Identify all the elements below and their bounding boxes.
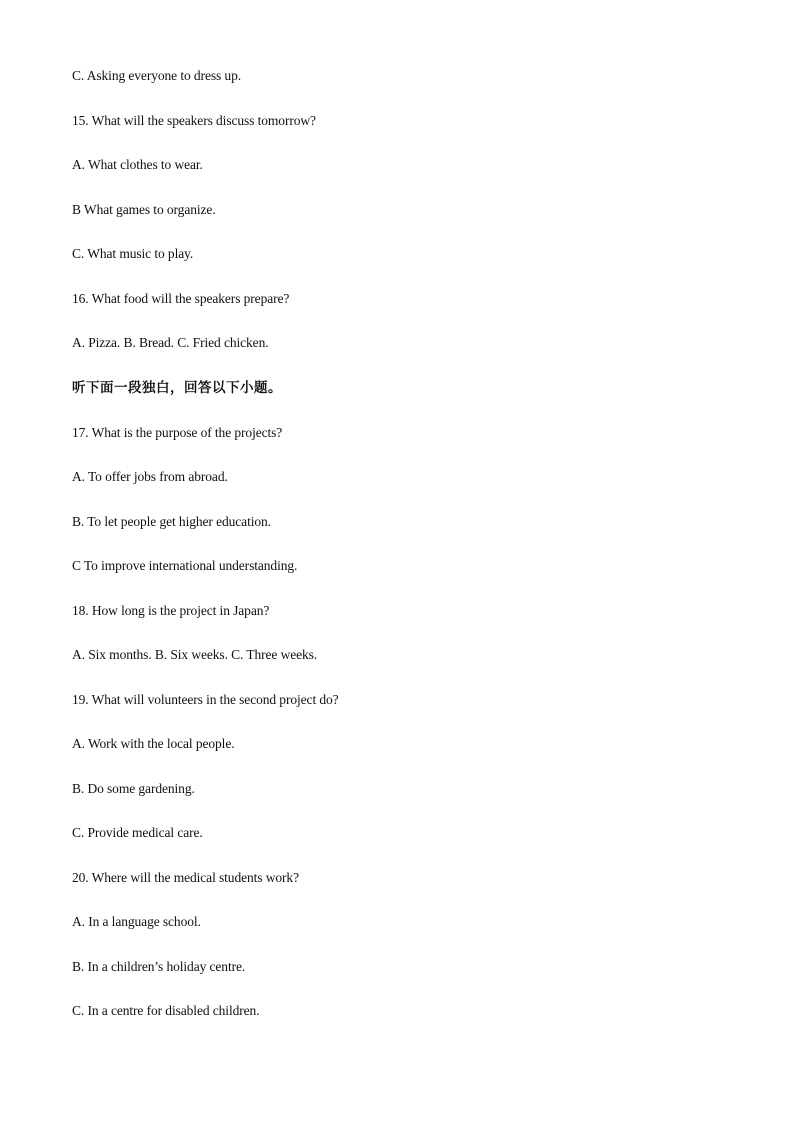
question-20: 20. Where will the medical students work? — [72, 870, 299, 885]
option-20a: A. In a language school. — [72, 914, 201, 929]
option-19b: B. Do some gardening. — [72, 781, 195, 796]
option-15c: C. What music to play. — [72, 246, 194, 261]
option-19a: A. Work with the local people. — [72, 736, 235, 751]
option-17b: B. To let people get higher education. — [72, 514, 271, 529]
options-16: A. Pizza. B. Bread. C. Fried chicken. — [72, 335, 269, 350]
question-19: 19. What will volunteers in the second project do? — [72, 692, 339, 707]
options-18: A. Six months. B. Six weeks. C. Three weeks. — [72, 647, 318, 662]
option-14c: C. Asking everyone to dress up. — [72, 68, 242, 83]
option-19c: C. Provide medical care. — [72, 825, 203, 840]
question-16: 16. What food will the speakers prepare? — [72, 291, 290, 306]
question-15: 15. What will the speakers discuss tomorrow? — [72, 113, 316, 128]
option-15a: A. What clothes to wear. — [72, 157, 203, 172]
option-15b: B What games to organize. — [72, 202, 216, 217]
section-instruction: 听下面一段独白，回答以下小题。 — [72, 380, 282, 396]
option-17a: A. To offer jobs from abroad. — [72, 469, 228, 484]
question-17: 17. What is the purpose of the projects? — [72, 425, 283, 440]
question-18: 18. How long is the project in Japan? — [72, 603, 270, 618]
option-17c: C To improve international understanding. — [72, 558, 298, 573]
option-20c: C. In a centre for disabled children. — [72, 1003, 260, 1018]
option-20b: B. In a children’s holiday centre. — [72, 959, 246, 974]
